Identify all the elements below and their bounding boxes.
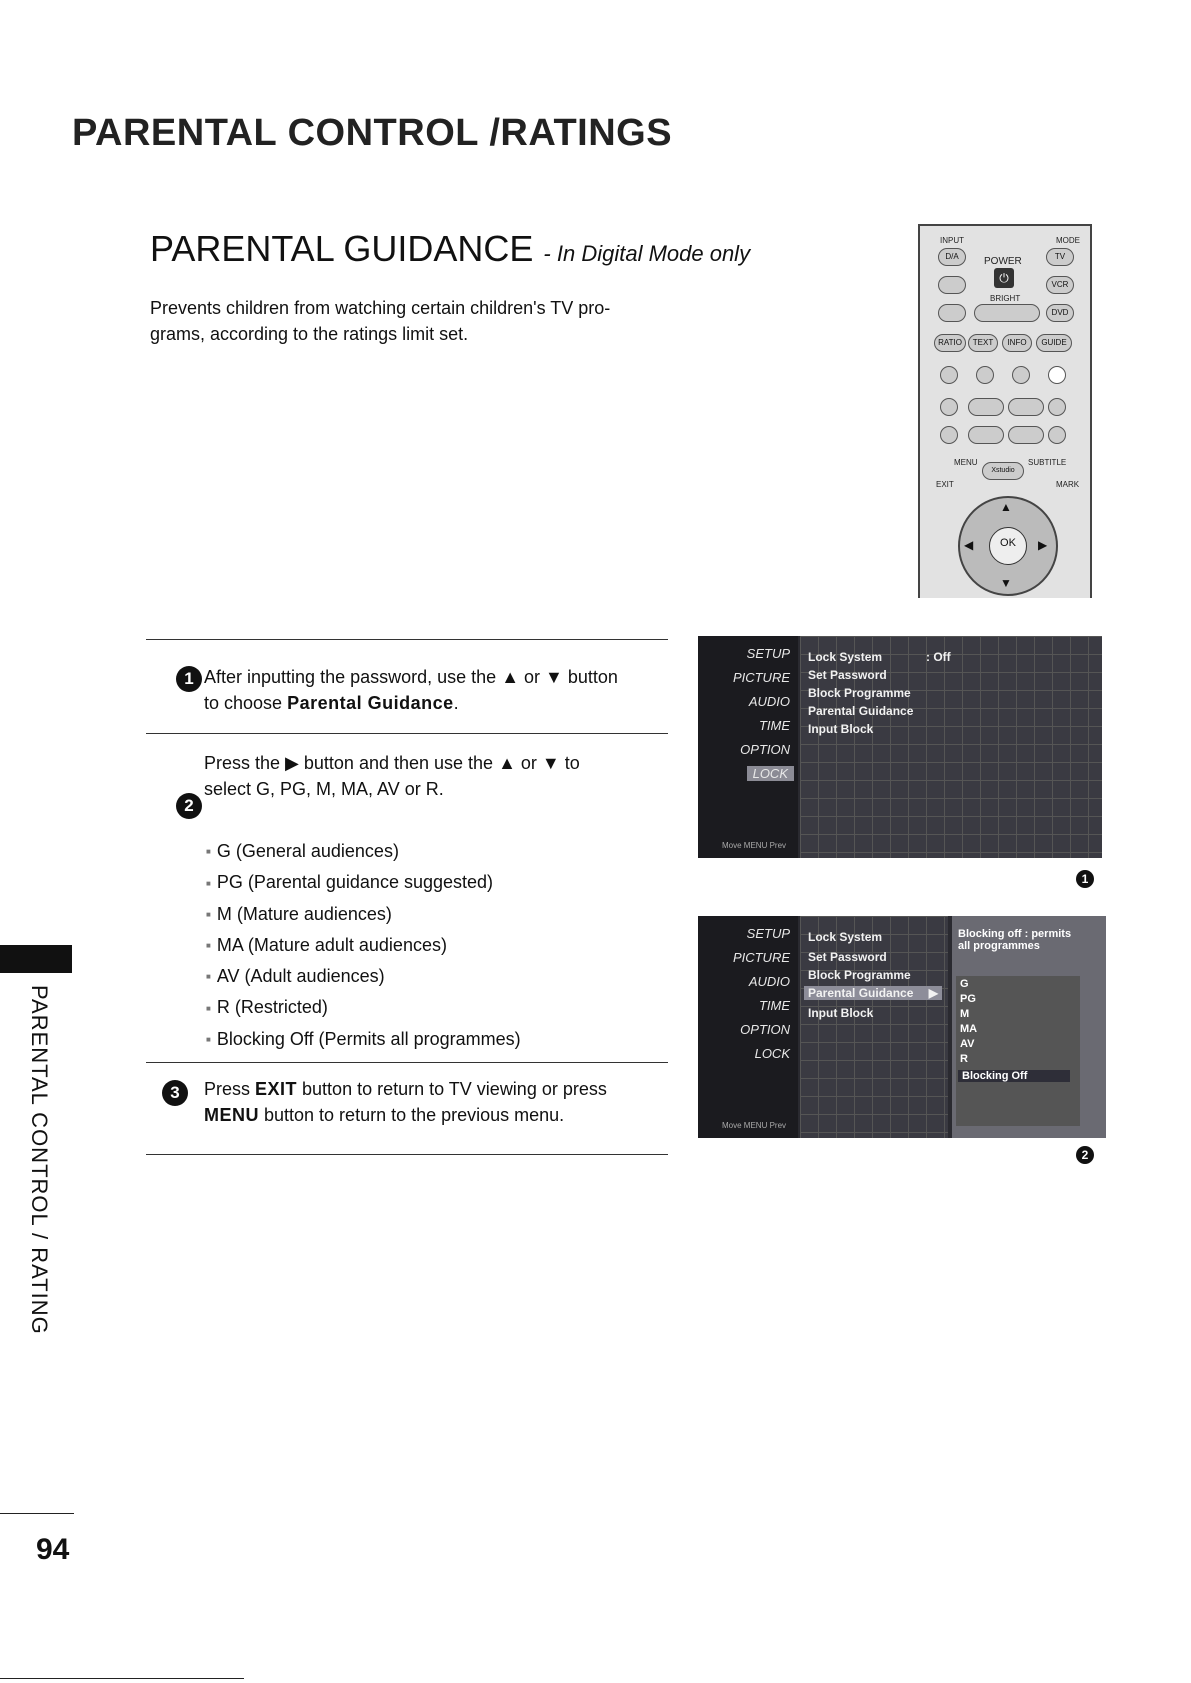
arrow-right-icon: ▶ <box>1038 538 1048 552</box>
step-3-exit: EXIT <box>255 1079 298 1099</box>
page-number-rule <box>0 1513 74 1514</box>
step-number-1: 1 <box>176 666 202 692</box>
menu-footer: Move MENU Prev <box>722 1121 787 1130</box>
step-3-menu: MENU <box>204 1105 259 1125</box>
chevron-right-icon: ▶ <box>928 986 938 1000</box>
remote-ok-button: OK <box>989 527 1027 565</box>
step-3-line-1 <box>204 1076 664 1102</box>
side-item-time: TIME <box>758 718 790 733</box>
side-item-audio: AUDIO <box>748 694 790 709</box>
remote-forward-button <box>1008 426 1044 444</box>
rating-option-m: M <box>960 1008 970 1020</box>
remote-vcr-button: VCR <box>1046 276 1074 294</box>
side-item-lock: LOCK <box>747 766 794 781</box>
side-item-picture: PICTURE <box>732 670 790 685</box>
figure-badge-1: 1 <box>1076 870 1094 888</box>
step-divider <box>146 1062 668 1063</box>
remote-bright-button <box>974 304 1040 322</box>
menu-item-set-password: Set Password <box>808 950 887 964</box>
remote-mark-label: MARK <box>1056 480 1080 489</box>
bottom-rule <box>0 1678 244 1679</box>
up-arrow-icon: ▲ <box>501 667 520 687</box>
right-arrow-icon: ▶ <box>285 753 299 773</box>
arrow-left-icon: ◀ <box>964 538 974 552</box>
down-arrow-icon: ▼ <box>545 667 563 687</box>
step-number-2: 2 <box>176 793 202 819</box>
remote-exit-label: EXIT <box>936 480 954 489</box>
step-2-text-d: to <box>559 753 580 773</box>
remote-green-button <box>976 366 994 384</box>
remote-rec-button <box>940 426 958 444</box>
remote-subtitle-label: SUBTITLE <box>1028 458 1067 467</box>
section-title-text: PARENTAL GUIDANCE <box>150 228 534 269</box>
remote-control-image <box>918 224 1092 598</box>
remote-input-label: INPUT <box>940 236 964 245</box>
remote-bright-label: BRIGHT <box>990 294 1021 303</box>
rating-option-av: AV <box>960 1038 975 1050</box>
section-subtitle: - In Digital Mode only <box>543 241 751 266</box>
menu-item-lock-system: Lock System <box>808 650 883 664</box>
rating-item-r: ■ R (Restricted) <box>206 992 521 1023</box>
remote-info-button: INFO <box>1002 334 1032 352</box>
step-1-text-a: After inputting the password, use the <box>204 667 502 687</box>
figure-badge-2: 2 <box>1076 1146 1094 1164</box>
remote-ratio-button: RATIO <box>934 334 966 352</box>
step-3-text <box>204 1076 664 1128</box>
step-divider <box>146 639 668 640</box>
step-1-text-c: button <box>562 667 618 687</box>
up-arrow-icon: ▲ <box>498 753 516 773</box>
menu-item-block-programme: Block Programme <box>808 686 911 700</box>
step-1-line-1 <box>204 664 664 690</box>
step-3-text-c: button to return to the previous menu. <box>259 1105 565 1125</box>
step-2-line-1 <box>204 750 664 776</box>
arrow-down-icon: ▼ <box>1000 576 1012 590</box>
page-number: 94 <box>36 1533 70 1566</box>
menu-item-input-block: Input Block <box>808 1006 874 1020</box>
down-arrow-icon: ▼ <box>541 753 560 773</box>
rating-item-g: ■ G (General audiences) <box>206 836 521 867</box>
step-1-text-d: to choose <box>204 693 288 713</box>
step-1-parental-guidance: Parental Guidance <box>287 693 454 713</box>
side-item-option: OPTION <box>740 742 790 757</box>
menu-item-block-programme: Block Programme <box>808 968 911 982</box>
step-divider <box>146 1154 668 1155</box>
rating-item-pg: ■ PG (Parental guidance suggested) <box>206 867 521 898</box>
rating-item-blocking-off: ■ Blocking Off (Permits all programmes) <box>206 1024 521 1055</box>
remote-nav-ring <box>958 496 1058 596</box>
side-item-setup: SETUP <box>746 926 790 941</box>
step-1-text <box>204 664 664 716</box>
side-item-picture: PICTURE <box>732 950 790 965</box>
rating-item-ma: ■ MA (Mature adult audiences) <box>206 930 521 961</box>
menu-item-input-block: Input Block <box>808 722 874 736</box>
section-title <box>150 228 750 270</box>
menu-screenshot-2 <box>698 916 1106 1138</box>
remote-yellow-button <box>1012 366 1030 384</box>
remote-dvd-button: DVD <box>1046 304 1074 322</box>
step-2-text-b: button and then use the <box>298 753 499 773</box>
menu-item-parental-guidance: Parental Guidance <box>808 704 914 718</box>
side-menu <box>698 916 798 1138</box>
menu-item-parental-guidance-selected <box>804 986 942 1000</box>
remote-text-button: TEXT <box>968 334 998 352</box>
side-item-time: TIME <box>758 998 790 1013</box>
remote-power-label: POWER <box>984 256 1022 267</box>
side-item-lock: LOCK <box>754 1046 790 1061</box>
menu-item-lock-system: Lock System <box>808 930 883 944</box>
remote-simplink-button <box>938 304 966 322</box>
remote-stop-button <box>940 398 958 416</box>
step-3-text-a: Press <box>204 1079 256 1099</box>
remote-red-button <box>940 366 958 384</box>
side-menu <box>698 636 798 858</box>
remote-guide-button: GUIDE <box>1036 334 1072 352</box>
page-title: PARENTAL CONTROL /RATINGS <box>72 112 673 154</box>
step-3-line-2 <box>204 1102 664 1128</box>
step-number-3: 3 <box>162 1080 188 1106</box>
rating-option-r: R <box>960 1053 968 1065</box>
intro-text <box>150 295 670 347</box>
remote-mode-label: MODE <box>1056 236 1080 245</box>
remote-live-button <box>1048 426 1066 444</box>
remote-menu-label: MENU <box>954 458 978 467</box>
remote-record-button <box>1048 398 1066 416</box>
rating-item-av: ■ AV (Adult audiences) <box>206 961 521 992</box>
step-1-text-b: or <box>519 667 546 687</box>
lock-system-value: : Off <box>926 650 951 664</box>
step-2-text-c: or <box>515 753 542 773</box>
power-icon: ⏻ <box>994 268 1014 288</box>
remote-xstudio-button: Xstudio <box>982 462 1024 480</box>
remote-tv-button: TV <box>1046 248 1074 266</box>
remote-play-button <box>968 398 1004 416</box>
side-item-setup: SETUP <box>746 646 790 661</box>
rating-option-blocking-off: Blocking Off <box>958 1070 1070 1082</box>
arrow-up-icon: ▲ <box>1000 500 1012 514</box>
remote-rewind-button <box>968 426 1004 444</box>
rating-option-ma: MA <box>960 1023 978 1035</box>
step-divider <box>146 733 668 734</box>
step-2-text <box>204 750 664 802</box>
rating-option-g: G <box>960 978 969 990</box>
remote-input-button <box>938 276 966 294</box>
rating-info-line-2: all programmes <box>958 940 1040 952</box>
remote-da-button: D/A <box>938 248 966 266</box>
rating-info-line-1: Blocking off : permits <box>958 928 1072 940</box>
step-1-line-2 <box>204 690 664 716</box>
menu-screenshot-1 <box>698 636 1102 858</box>
intro-line-1: Prevents children from watching certain children's TV pro- <box>150 298 611 318</box>
step-3-text-b: button to return to TV viewing or press <box>297 1079 607 1099</box>
ratings-list <box>206 836 521 1055</box>
menu-item-parental-guidance: Parental Guidance <box>808 986 914 1000</box>
step-2-text-a: Press the <box>204 753 286 773</box>
chapter-label: PARENTAL CONTROL / RATING <box>27 985 52 1335</box>
side-item-audio: AUDIO <box>748 974 790 989</box>
rating-option-pg: PG <box>960 993 976 1005</box>
step-2-line-2: select G, PG, M, MA, AV or R. <box>204 779 444 799</box>
step-1-text-e: . <box>453 693 459 713</box>
intro-line-2: grams, according to the ratings limit set. <box>150 324 469 344</box>
remote-blue-button <box>1048 366 1066 384</box>
remote-pause-button <box>1008 398 1044 416</box>
menu-footer: Move MENU Prev <box>722 841 787 850</box>
menu-item-set-password: Set Password <box>808 668 887 682</box>
side-item-option: OPTION <box>740 1022 790 1037</box>
rating-panel <box>952 916 1106 1138</box>
rating-item-m: ■ M (Mature audiences) <box>206 899 521 930</box>
rating-info <box>958 928 1071 952</box>
chapter-tab <box>0 945 72 973</box>
